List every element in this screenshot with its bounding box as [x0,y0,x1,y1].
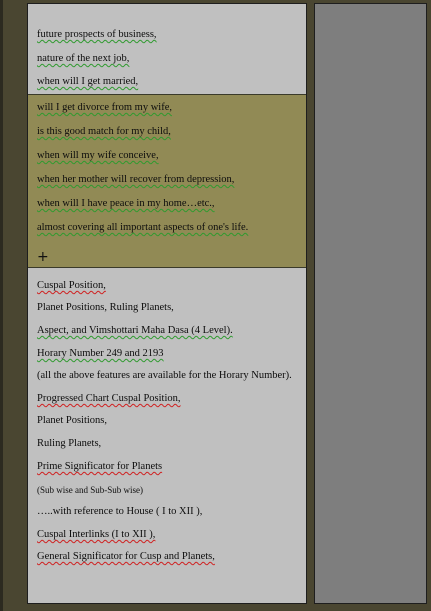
text-line: Aspect, and Vimshottari Maha Dasa (4 Level). [37,325,233,336]
text-line: when will my wife conceive, [37,150,159,161]
text-line: Prime Significator for Planets [37,461,163,472]
text-line: future prospects of business, [37,29,157,40]
highlighted-text-block[interactable] [28,94,306,268]
text-line: will I get divorce from my wife, [37,102,173,113]
text-line: when will I have peace in my home…etc., [37,198,215,209]
window-left-edge [0,0,3,611]
text-line: Planet Positions, [37,415,108,426]
text-line: when her mother will recover from depression, [37,174,235,185]
text-line: nature of the next job, [37,53,130,64]
text-line: …..with reference to House ( I to XII ), [37,506,203,517]
document-page[interactable] [27,3,307,604]
text-block-top[interactable] [28,4,306,94]
text-line: (Sub wise and Sub-Sub wise) [37,485,143,495]
text-line: Ruling Planets, [37,438,102,449]
text-line: Planet Positions, Ruling Planets, [37,302,174,313]
text-line: Progressed Chart Cuspal Position, [37,393,181,404]
text-line: (all the above features are available for the Horary Number). [37,370,292,381]
text-line: almost covering all important aspects of one's life. [37,222,249,233]
side-panel [314,3,427,604]
text-block-bottom[interactable] [28,268,306,603]
text-line: Cuspal Position, [37,280,106,291]
text-line: when will I get married, [37,76,139,87]
text-line: Horary Number 249 and 2193 [37,348,164,359]
text-line: General Significator for Cusp and Planets, [37,551,215,562]
text-line: is this good match for my child, [37,126,171,137]
text-line: Cuspal Interlinks (I to XII ), [37,529,156,540]
table-move-handle-icon[interactable]: + [37,249,49,265]
